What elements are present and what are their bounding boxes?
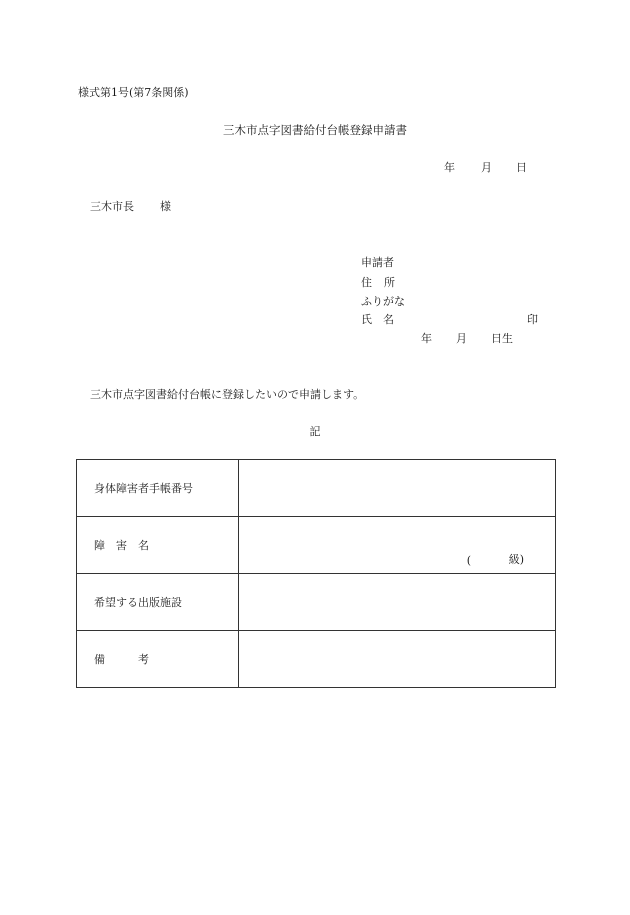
publisher-label: 希望する出版施設 [77, 574, 239, 631]
handbook-number-field[interactable] [239, 460, 556, 517]
document-title: 三木市点字図書給付台帳登録申請書 [223, 123, 407, 137]
ki-heading: 記 [309, 425, 321, 438]
date-day-label: 日 [516, 161, 527, 174]
form-number: 様式第1号(第7条関係) [78, 86, 189, 99]
date-month-label: 月 [481, 161, 492, 174]
table-row [77, 631, 556, 688]
table-row [77, 574, 556, 631]
address-label: 住 所 [361, 276, 396, 289]
grade-label: 級) [508, 553, 524, 566]
addressee-honorific: 様 [160, 200, 171, 213]
addressee-name: 三木市長 [90, 200, 134, 213]
detail-table [76, 459, 556, 688]
applicant-label: 申請者 [361, 256, 394, 269]
grade-open-paren: ( [466, 554, 471, 567]
publisher-field[interactable] [239, 574, 556, 631]
table-row [77, 517, 556, 574]
name-label: 氏 名 [361, 313, 394, 326]
birth-day-label: 日生 [491, 332, 513, 345]
handbook-number-label: 身体障害者手帳番号 [77, 460, 239, 517]
furigana-label: ふりがな [361, 295, 405, 308]
birth-year-label: 年 [421, 332, 432, 345]
birth-month-label: 月 [456, 332, 467, 345]
table-row [77, 460, 556, 517]
seal-label: 印 [527, 313, 538, 326]
request-sentence: 三木市点字図書給付台帳に登録したいので申請します。 [90, 388, 365, 401]
date-year-label: 年 [444, 161, 455, 174]
remarks-field[interactable] [239, 631, 556, 688]
disability-name-label: 障 害 名 [77, 517, 239, 574]
disability-name-field[interactable] [239, 517, 556, 574]
remarks-label: 備 考 [77, 631, 239, 688]
